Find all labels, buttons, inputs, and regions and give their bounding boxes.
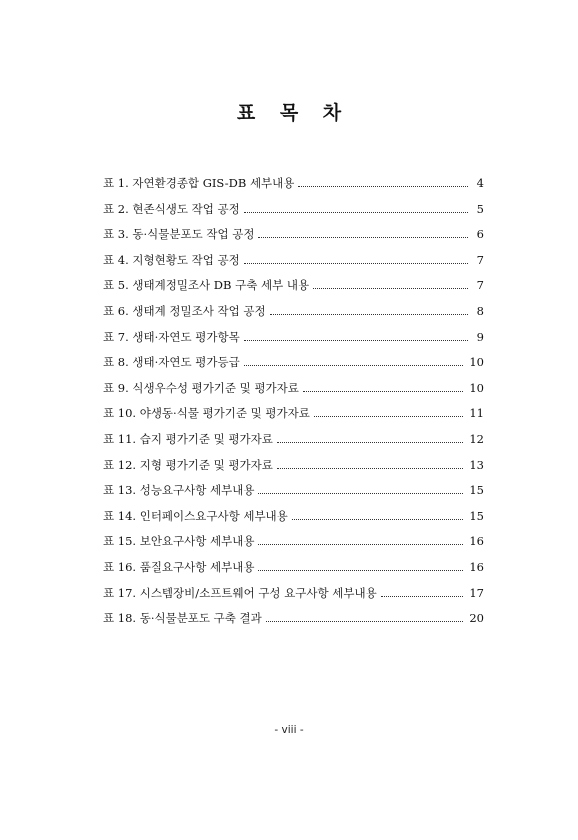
toc-dot-leader bbox=[258, 570, 463, 571]
toc-entry[interactable] bbox=[103, 504, 484, 530]
toc-dot-leader bbox=[277, 442, 463, 443]
toc-entry-label: 표 3. 동·식물분포도 작업 공정 bbox=[103, 227, 255, 242]
toc-entry-page: 8 bbox=[476, 303, 484, 318]
table-of-contents bbox=[103, 171, 484, 632]
toc-entry[interactable] bbox=[103, 427, 484, 453]
toc-entry-page: 17 bbox=[469, 585, 484, 600]
toc-entry[interactable] bbox=[103, 401, 484, 427]
toc-entry[interactable] bbox=[103, 171, 484, 197]
toc-dot-leader bbox=[258, 237, 468, 238]
toc-entry-page: 4 bbox=[476, 176, 484, 190]
toc-entry-page: 10 bbox=[469, 380, 484, 395]
toc-entry-page: 12 bbox=[469, 431, 484, 446]
toc-entry-label: 표 7. 생태·자연도 평가항목 bbox=[103, 329, 240, 344]
toc-entry-label: 표 1. 자연환경종합 GIS-DB 세부내용 bbox=[103, 176, 295, 190]
toc-dot-leader bbox=[298, 186, 468, 187]
toc-entry-label: 표 4. 지형현황도 작업 공정 bbox=[103, 252, 240, 267]
toc-dot-leader bbox=[258, 493, 463, 494]
page-number-footer: - viii - bbox=[274, 724, 304, 736]
toc-entry-label: 표 5. 생태계정밀조사 DB 구축 세부 내용 bbox=[103, 278, 310, 293]
toc-entry[interactable] bbox=[103, 529, 484, 555]
page-title: 표 목 차 bbox=[236, 102, 351, 124]
toc-entry-page: 10 bbox=[469, 355, 484, 370]
toc-dot-leader bbox=[244, 263, 468, 264]
toc-entry-label: 표 2. 현존식생도 작업 공정 bbox=[103, 201, 240, 216]
toc-entry[interactable] bbox=[103, 273, 484, 299]
toc-entry[interactable] bbox=[103, 248, 484, 274]
toc-entry[interactable] bbox=[103, 606, 484, 632]
toc-entry[interactable] bbox=[103, 376, 484, 402]
toc-entry[interactable] bbox=[103, 555, 484, 581]
toc-entry-label: 표 12. 지형 평가기준 및 평가자료 bbox=[103, 457, 273, 472]
toc-dot-leader bbox=[266, 621, 464, 622]
toc-entry-label: 표 18. 동·식물분포도 구축 결과 bbox=[103, 611, 262, 626]
toc-entry-label: 표 14. 인터페이스요구사항 세부내용 bbox=[103, 508, 288, 523]
toc-entry[interactable] bbox=[103, 299, 484, 325]
toc-entry-page: 6 bbox=[476, 227, 484, 242]
toc-entry-page: 7 bbox=[476, 252, 484, 267]
toc-entry[interactable] bbox=[103, 581, 484, 607]
toc-dot-leader bbox=[313, 288, 468, 289]
toc-dot-leader bbox=[381, 596, 464, 597]
toc-dot-leader bbox=[303, 391, 463, 392]
toc-entry[interactable] bbox=[103, 350, 484, 376]
toc-dot-leader bbox=[244, 365, 464, 366]
toc-entry-page: 15 bbox=[469, 483, 484, 498]
toc-entry[interactable] bbox=[103, 453, 484, 479]
toc-dot-leader bbox=[277, 468, 463, 469]
toc-entry-page: 16 bbox=[469, 559, 484, 574]
toc-entry-label: 표 8. 생태·자연도 평가등급 bbox=[103, 355, 240, 370]
toc-entry-page: 9 bbox=[476, 329, 484, 344]
toc-entry-label: 표 11. 습지 평가기준 및 평가자료 bbox=[103, 431, 273, 446]
toc-entry-page: 20 bbox=[469, 611, 484, 626]
toc-entry-label: 표 16. 품질요구사항 세부내용 bbox=[103, 559, 255, 574]
toc-dot-leader bbox=[314, 416, 464, 417]
toc-dot-leader bbox=[292, 519, 464, 520]
toc-entry-label: 표 9. 식생우수성 평가기준 및 평가자료 bbox=[103, 380, 299, 395]
toc-entry-page: 16 bbox=[469, 534, 484, 549]
toc-entry[interactable] bbox=[103, 478, 484, 504]
toc-dot-leader bbox=[258, 544, 463, 545]
toc-entry[interactable] bbox=[103, 325, 484, 351]
toc-entry[interactable] bbox=[103, 222, 484, 248]
toc-entry-page: 15 bbox=[469, 508, 484, 523]
toc-entry-label: 표 10. 야생동·식물 평가기준 및 평가자료 bbox=[103, 406, 310, 421]
toc-entry-label: 표 15. 보안요구사항 세부내용 bbox=[103, 534, 255, 549]
toc-entry[interactable] bbox=[103, 197, 484, 223]
toc-dot-leader bbox=[244, 212, 468, 213]
toc-entry-page: 11 bbox=[469, 406, 484, 421]
toc-entry-label: 표 6. 생태계 정밀조사 작업 공정 bbox=[103, 303, 266, 318]
toc-entry-page: 13 bbox=[469, 457, 484, 472]
toc-dot-leader bbox=[270, 314, 468, 315]
toc-entry-page: 5 bbox=[476, 201, 484, 216]
toc-entry-label: 표 13. 성능요구사항 세부내용 bbox=[103, 483, 255, 498]
toc-dot-leader bbox=[244, 340, 468, 341]
toc-entry-label: 표 17. 시스템장비/소프트웨어 구성 요구사항 세부내용 bbox=[103, 585, 377, 600]
toc-entry-page: 7 bbox=[476, 278, 484, 293]
